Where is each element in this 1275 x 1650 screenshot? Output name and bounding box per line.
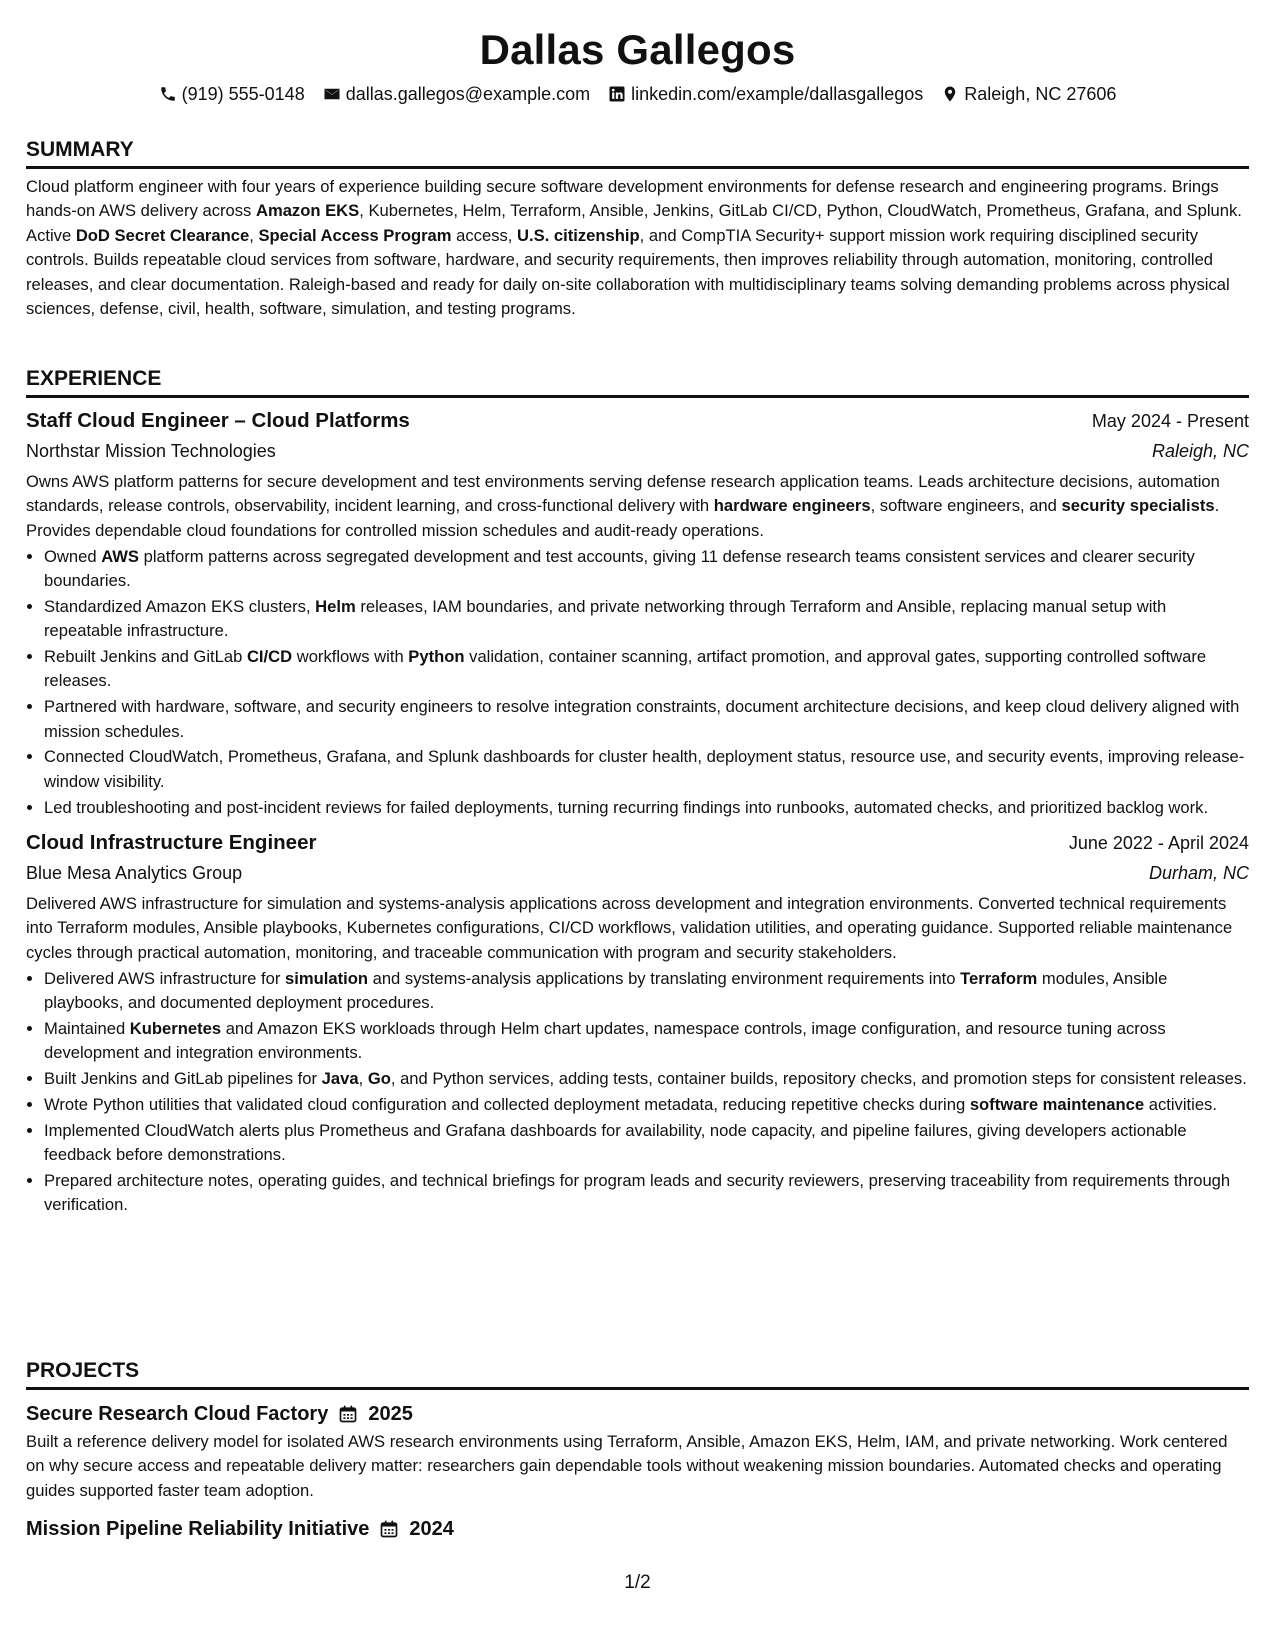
phone-text: (919) 555-0148 bbox=[181, 83, 305, 104]
job-entry bbox=[26, 406, 1249, 820]
bullet-item: • Led troubleshooting and post-incident reviews for failed deployments, turning recurring findings into runbooks, automated checks, and prioritized backlog work. bbox=[44, 796, 1249, 820]
job-title: Staff Cloud Engineer – Cloud Platforms bbox=[26, 409, 410, 432]
project-title: Secure Research Cloud Factory bbox=[26, 1403, 329, 1425]
project-description: Built a reference delivery model for isolated AWS research environments using Terraform, Ansible, Amazon EKS, Helm, IAM, and private networking. Work centered on why secure access and repeatable delivery matter: researchers gain dependable tools without weakening mission boundaries. Automated checks and operating guides supported faster team adoption. bbox=[26, 1432, 1228, 1500]
job-bullets bbox=[26, 545, 1249, 820]
location-text: Raleigh, NC 27606 bbox=[964, 83, 1117, 104]
projects-section bbox=[26, 1358, 1249, 1543]
calendar-icon bbox=[338, 1404, 358, 1424]
summary-heading: SUMMARY bbox=[26, 137, 1249, 169]
bullet-item: • Partnered with hardware, software, and security engineers to resolve integration constraints, document architecture decisions, and keep cloud delivery aligned with mission schedules. bbox=[44, 695, 1249, 744]
project-title: Mission Pipeline Reliability Initiative bbox=[26, 1518, 370, 1541]
project-year: 2025 bbox=[368, 1403, 413, 1425]
linkedin-text: linkedin.com/example/dallasgallegos bbox=[631, 83, 924, 104]
job-entry bbox=[26, 828, 1249, 1218]
resume-page bbox=[26, 0, 1249, 1541]
calendar-icon bbox=[379, 1519, 399, 1539]
bullet-item: • Maintained Kubernetes and Amazon EKS workloads through Helm chart updates, namespace controls, image configuration, and resource tuning across development and integration environments. bbox=[44, 1017, 1249, 1066]
envelope-icon bbox=[323, 85, 341, 103]
bullet-item: • Delivered AWS infrastructure for simulation and systems-analysis applications by translating environment requirements into Terraform modules, Ansible playbooks, and documented deployment procedures. bbox=[44, 967, 1249, 1016]
projects-heading: PROJECTS bbox=[26, 1358, 1249, 1390]
bullet-item: • Wrote Python utilities that validated cloud configuration and collected deployment metadata, reducing repetitive checks during software maintenance activities. bbox=[44, 1093, 1249, 1117]
job-bullets bbox=[26, 967, 1249, 1218]
contact-email[interactable] bbox=[323, 84, 590, 105]
bullet-item: • Prepared architecture notes, operating guides, and technical briefings for program leads and security reviewers, preserving traceability from requirements through verification. bbox=[44, 1169, 1249, 1218]
job-location: Durham, NC bbox=[1148, 863, 1249, 884]
contact-phone bbox=[159, 84, 305, 105]
bullet-item: • Rebuilt Jenkins and GitLab CI/CD workflows with Python validation, container scanning, artifact promotion, and approval gates, supporting controlled software releases. bbox=[44, 645, 1249, 694]
job-company: Northstar Mission Technologies bbox=[26, 441, 276, 461]
job-description: Owns AWS platform patterns for secure development and test environments serving defense research application teams. Leads architecture decisions, automation standards, release controls, observability, incident learning, and cross-functional delivery with hardware engineers, software engineers, and security specialists. Provides dependable cloud foundations for controlled mission schedules and audit-ready operations. bbox=[26, 472, 1220, 540]
job-dates: May 2024 - Present bbox=[1091, 411, 1249, 431]
bullet-item: • Connected CloudWatch, Prometheus, Grafana, and Splunk dashboards for cluster health, deployment status, resource use, and security events, improving release-window visibility. bbox=[44, 745, 1249, 794]
job-title: Cloud Infrastructure Engineer bbox=[26, 831, 317, 855]
summary-section bbox=[26, 137, 1249, 321]
bullet-item: • Implemented CloudWatch alerts plus Prometheus and Grafana dashboards for availability, node capacity, and pipeline failures, giving developers actionable feedback before demonstrations. bbox=[44, 1119, 1249, 1168]
map-pin-icon bbox=[941, 85, 959, 103]
project-year: 2024 bbox=[409, 1518, 454, 1541]
bullet-item: • Owned AWS platform patterns across segregated development and test accounts, giving 11 defense research teams consistent services and clearer security boundaries. bbox=[44, 545, 1249, 594]
experience-heading: EXPERIENCE bbox=[26, 366, 1249, 398]
email-text: dallas.gallegos@example.com bbox=[345, 83, 591, 104]
job-dates: June 2022 - April 2024 bbox=[1068, 833, 1249, 854]
job-description: Delivered AWS infrastructure for simulation and systems-analysis applications across development and integration environments. Converted technical requirements into Terraform modules, Ansible playbooks, Kubernetes configurations, CI/CD workflows, validation utilities, and operating guidance. Supported reliable maintenance cycles through practical automation, monitoring, and traceable communication with program and security stakeholders. bbox=[26, 894, 1233, 962]
contact-linkedin[interactable] bbox=[608, 84, 923, 105]
experience-section bbox=[26, 366, 1249, 1219]
contact-location bbox=[941, 84, 1116, 105]
bullet-item: • Standardized Amazon EKS clusters, Helm releases, IAM boundaries, and private networking through Terraform and Ansible, replacing manual setup with repeatable infrastructure. bbox=[44, 595, 1249, 644]
contact-bar bbox=[26, 80, 1249, 108]
candidate-name: Dallas Gallegos bbox=[479, 26, 796, 73]
bullet-item: • Built Jenkins and GitLab pipelines for Java, Go, and Python services, adding tests, container builds, repository checks, and promotion steps for consistent releases. bbox=[44, 1067, 1249, 1091]
phone-icon bbox=[159, 85, 177, 103]
linkedin-icon bbox=[608, 85, 626, 103]
project-entry bbox=[26, 1515, 1249, 1543]
summary-text: Cloud platform engineer with four years of experience building secure software development environments for defense research and engineering programs. Brings hands-on AWS delivery across Amazon EKS, Kubernetes, Helm, Terraform, Ansible, Jenkins, GitLab CI/CD, Python, CloudWatch, Prometheus, Grafana, and Splunk. Active DoD Secret Clearance, Special Access Program access, U.S. citizenship, and CompTIA Security+ support mission work requiring disciplined security controls. Builds repeatable cloud services from software, hardware, and security requirements, then improves reliability through automation, monitoring, controlled releases, and clear documentation. Raleigh-based and ready for daily on-site collaboration with multidisciplinary teams solving demanding problems across physical sciences, defense, civil, health, software, simulation, and testing programs. bbox=[26, 177, 1242, 319]
page-number: 1/2 bbox=[624, 1572, 651, 1593]
job-company: Blue Mesa Analytics Group bbox=[26, 863, 243, 884]
job-location: Raleigh, NC bbox=[1151, 441, 1249, 461]
project-entry bbox=[26, 1400, 1249, 1503]
